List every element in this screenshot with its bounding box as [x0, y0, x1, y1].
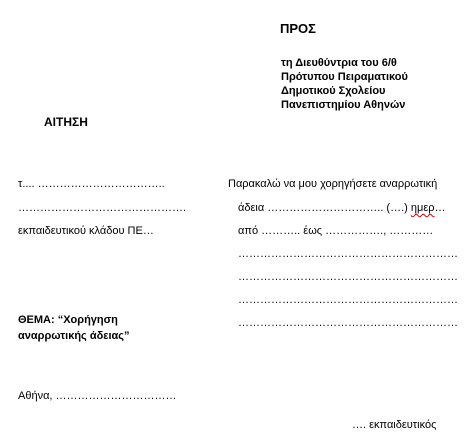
- request-period-line: από ……….. έως ……………., …………: [238, 225, 434, 237]
- recipient-line-1: τη Διευθύντρια του 6/θ: [281, 57, 397, 69]
- applicant-surname-line: ……………………………………….: [18, 202, 187, 214]
- recipient-line-3: Δημοτικού Σχολείου: [281, 85, 386, 97]
- applicant-name-line: τ.... ……………………………..: [18, 178, 165, 190]
- request-leave-line: [238, 202, 445, 215]
- request-blank-line-4: ……………………………………………………: [238, 317, 458, 329]
- date-line: Αθήνα, ……………………………: [18, 390, 177, 402]
- recipient-line-2: Πρότυπου Πειραματικού: [281, 71, 408, 83]
- applicant-branch-line: εκπαιδευτικού κλάδου ΠΕ…: [18, 225, 154, 237]
- recipient-line-4: Πανεπιστημίου Αθηνών: [281, 99, 406, 111]
- request-leave-suffix: …: [434, 202, 446, 214]
- request-intro: Παρακαλώ να μου χορηγήσετε αναρρωτική: [228, 178, 438, 190]
- request-blank-line-1: ……………………………………………………: [238, 248, 458, 260]
- subject-line-2: αναρρωτικής άδειας”: [18, 330, 130, 342]
- subject-line-1: ΘΕΜΑ: “Χορήγηση: [18, 314, 118, 326]
- request-leave-prefix: άδεια ………………………….. (….): [238, 202, 411, 214]
- form-title: ΑΙΤΗΣΗ: [44, 115, 88, 129]
- recipient-heading: ΠΡΟΣ: [280, 21, 316, 36]
- request-blank-line-3: ……………………………………………………: [238, 294, 458, 306]
- request-leave-word: ημερ: [410, 202, 435, 214]
- request-blank-line-2: ……………………………………………………: [238, 271, 458, 283]
- signature-line: …. εκπαιδευτικός: [352, 419, 437, 431]
